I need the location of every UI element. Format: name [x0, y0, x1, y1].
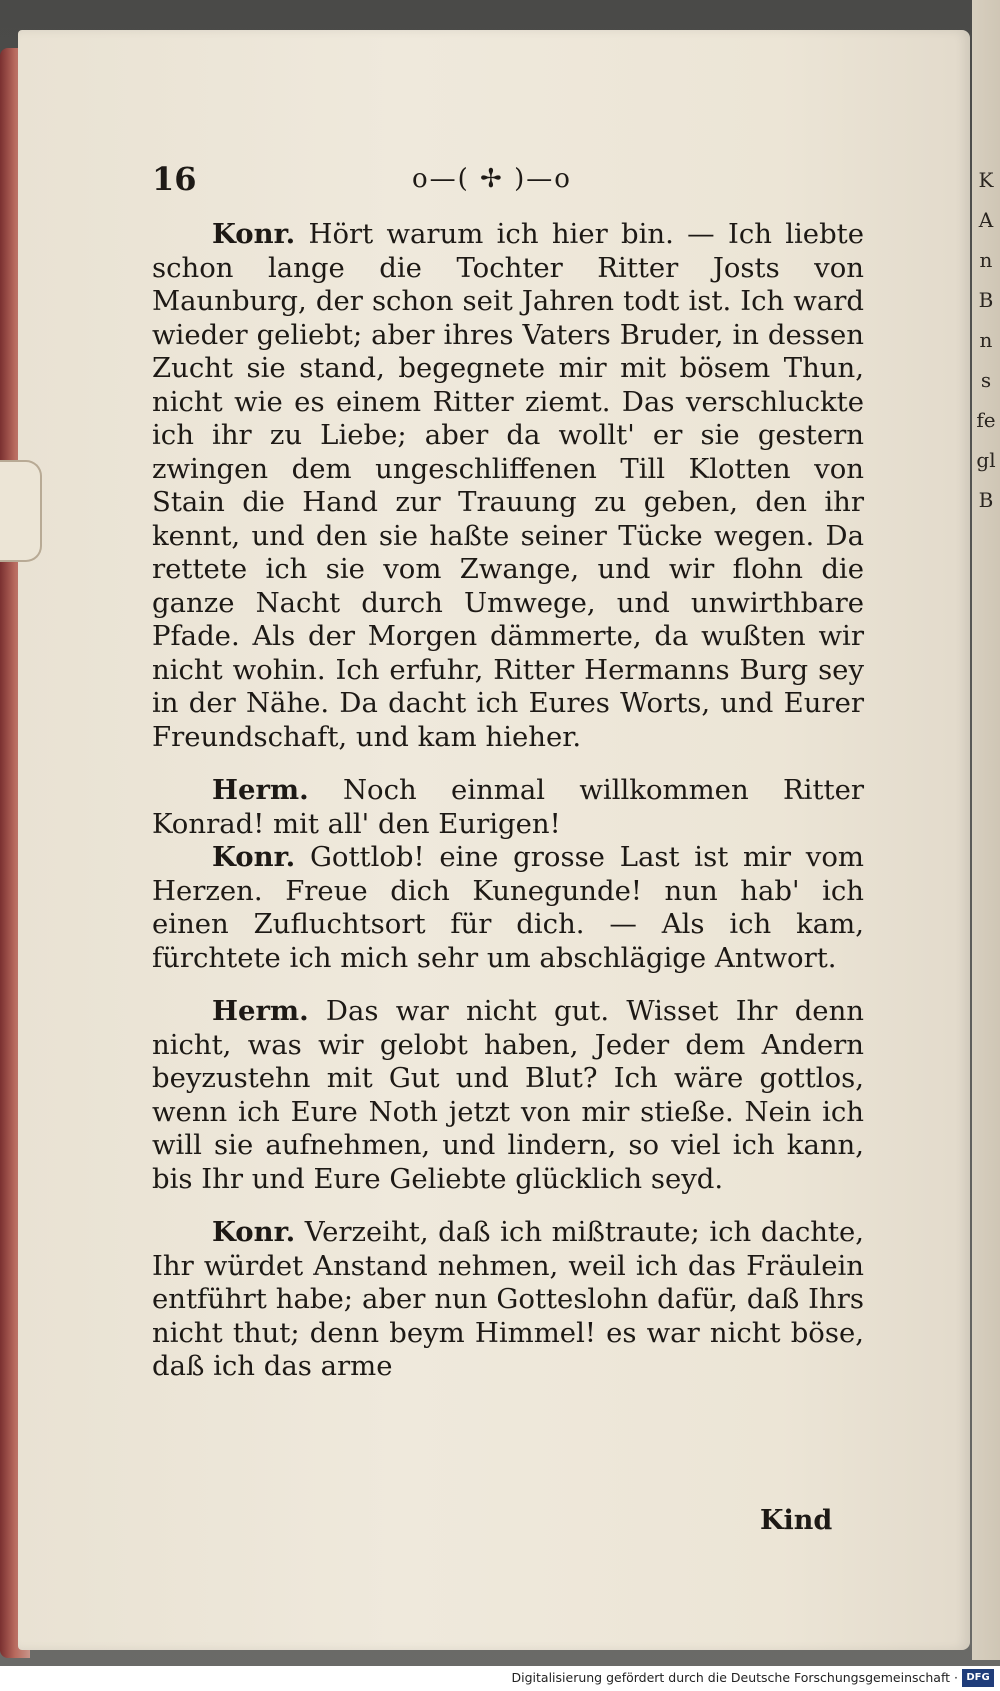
dialogue-paragraph: [152, 774, 864, 841]
dialogue-text: Das war nicht gut. Wisset Ihr denn nicht, was wir gelobt haben, Jeder dem Andern beyzustehn mit Gut und Blut? Ich wäre gottlos, wenn ich Eure Noth jetzt von mir stieße. Nein ich will sie aufnehmen, und lindern, so viel ich kann, bis Ihr und Eure Geliebte glücklich seyd.: [152, 995, 864, 1195]
page-tab-marker: [0, 460, 42, 562]
speaker-name: Konr.: [212, 1216, 296, 1248]
page-header: [152, 160, 842, 210]
facing-letter: B: [978, 488, 994, 512]
speaker-name: Konr.: [212, 841, 296, 873]
facing-letter: K: [978, 168, 994, 192]
dialogue-paragraph: [152, 1216, 864, 1384]
dialogue-text: Verzeiht, daß ich mißtraute; ich dachte, Ihr würdet Anstand nehmen, weil ich das Fräulein entführt habe; aber nun Gotteslohn dafür, daß Ihrs nicht thut; denn beym Himmel! es war nicht böse, daß ich das arme: [152, 1216, 864, 1382]
speaker-name: Herm.: [212, 995, 309, 1027]
dialogue-text: Hört warum ich hier bin. — Ich liebte schon lange die Tochter Ritter Josts von Maunburg, der schon seit Jahren todt ist. Ich ward wieder geliebt; aber ihres Vaters Bruder, in dessen Zucht sie stand, begegnete mir mit bösem Thun, nicht wie es einem Ritter ziemt. Das verschluckte ich ihr zu Liebe; aber da wollt' er sie gestern zwingen dem ungeschliffenen Till Klotten von Stain die Hand zur Trauung zu geben, den ihr kennt, und den sie haßte seiner Tücke wegen. Da rettete ich sie vom Zwange, und wir flohn die ganze Nacht durch Umwege, und unwirthbare Pfade. Als der Morgen dämmerte, da wußten wir nicht wohin. Ich erfuhr, Ritter Hermanns Burg sey in der Nähe. Da dacht ich Eures Worts, und Eurer Freundschaft, und kam hieher.: [152, 218, 865, 753]
header-ornament: o—( ✢ )—o: [412, 164, 572, 194]
speaker-name: Herm.: [212, 774, 309, 806]
dialogue-text: Noch einmal willkommen Ritter Konrad! mit all' den Eurigen!: [152, 774, 865, 840]
facing-letter: gl: [976, 448, 996, 472]
body-text: [152, 218, 864, 1384]
facing-letter: A: [978, 208, 994, 232]
dfg-logo[interactable]: DFG: [962, 1669, 994, 1687]
funding-notice: Digitalisierung gefördert durch die Deutsche Forschungsgemeinschaft ·: [511, 1670, 958, 1685]
facing-letter: B: [978, 288, 994, 312]
footer-bar: [0, 1666, 1000, 1691]
dialogue-paragraph: [152, 841, 864, 975]
dialogue-paragraph: [152, 995, 864, 1196]
catchword: Kind: [760, 1505, 833, 1536]
facing-letter: fe: [976, 408, 996, 432]
speaker-name: Konr.: [212, 218, 296, 250]
facing-letter: n: [979, 328, 993, 352]
facing-letter: n: [979, 248, 993, 272]
facing-page-edge: [972, 0, 1000, 1660]
facing-letter: s: [980, 368, 992, 392]
facing-page-letters: [974, 160, 998, 520]
page-number: 16: [152, 160, 197, 198]
dialogue-paragraph: [152, 218, 864, 754]
dialogue-text: Gottlob! eine grosse Last ist mir vom Herzen. Freue dich Kunegunde! nun hab' ich einen Zufluchtsort für dich. — Als ich kam, fürchtete ich mich sehr um abschlägige Antwort.: [152, 841, 864, 974]
